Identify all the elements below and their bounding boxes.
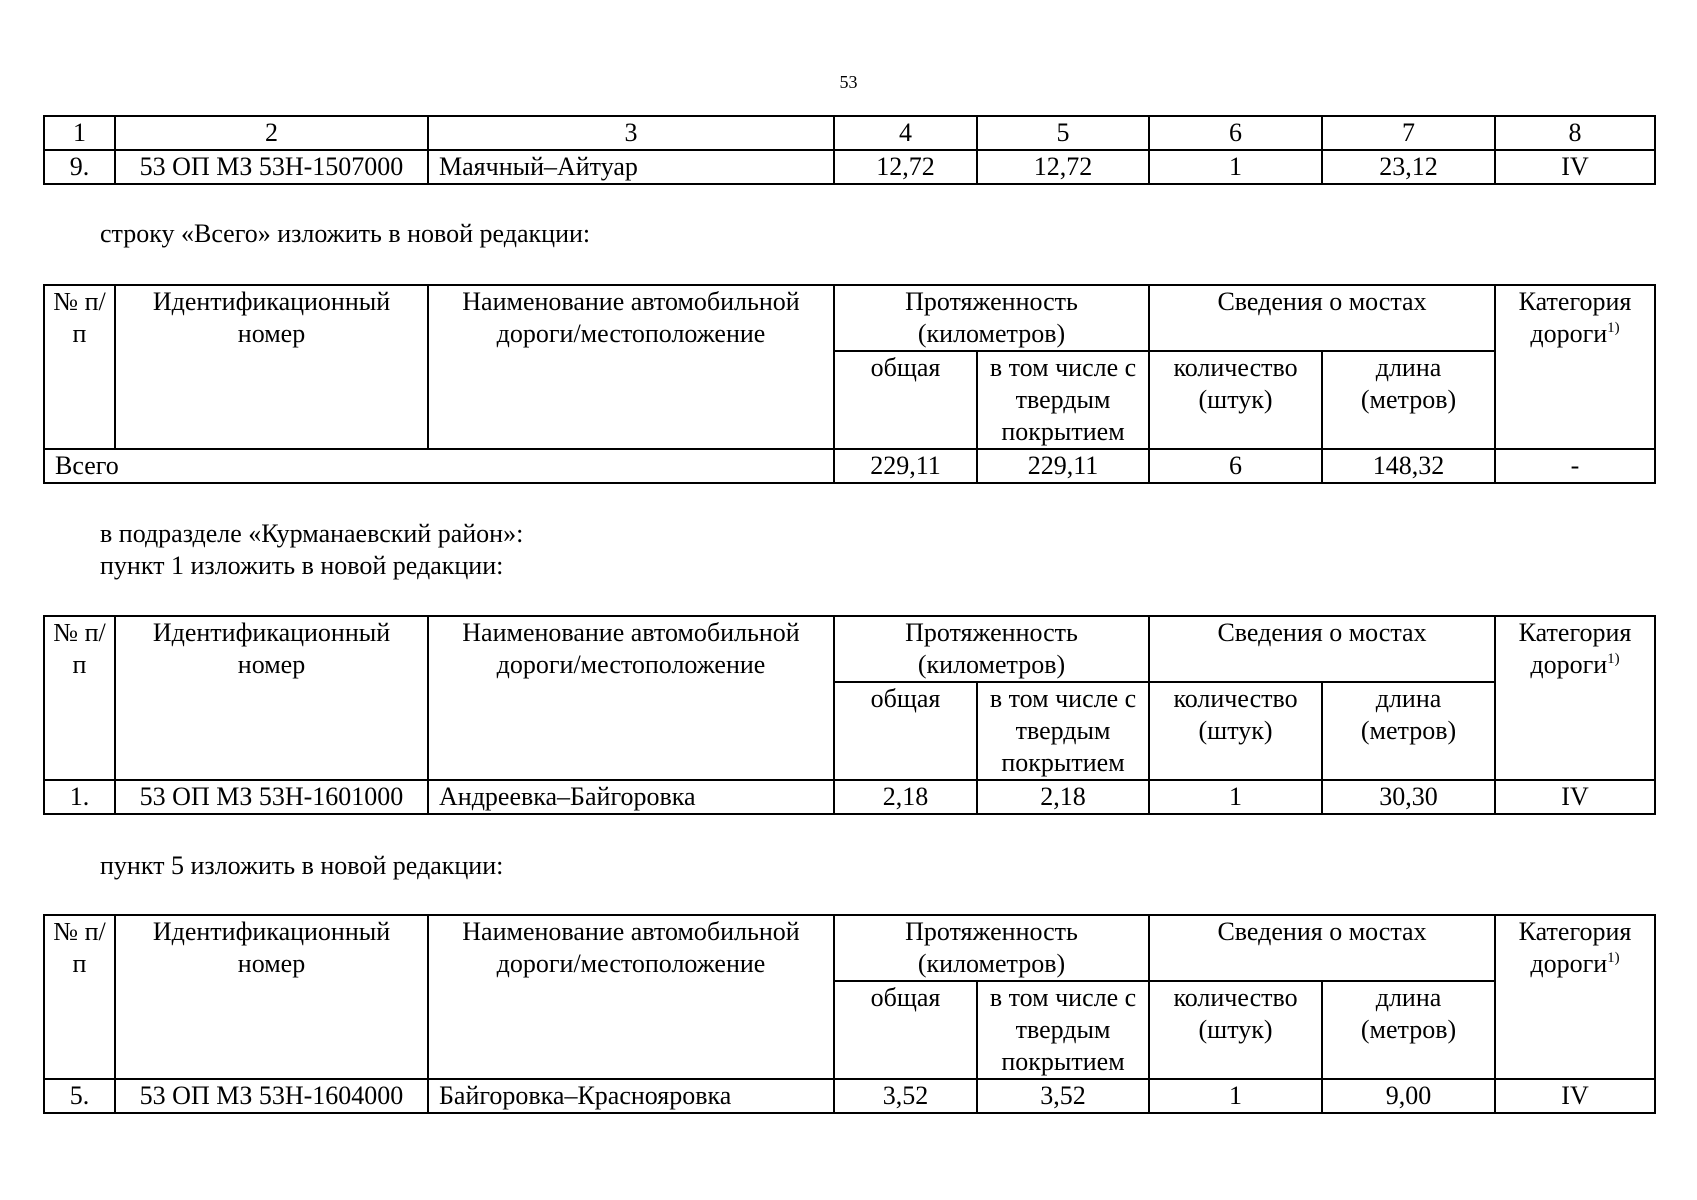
header-category: Категория дороги$^{1)}$ — [1495, 616, 1655, 780]
length-total: 229,11 — [834, 449, 977, 483]
header-bridges-length: длина (метров) — [1322, 682, 1495, 780]
table-item-1 — [43, 615, 1656, 815]
road-name: Байгоровка–Краснояровка — [428, 1079, 834, 1113]
footnote-mark: 1) — [1607, 950, 1620, 966]
header-id: Идентификационный номер — [115, 285, 428, 449]
road-category: IV — [1495, 1079, 1655, 1113]
header-length: Протяженность (километров) — [834, 915, 1149, 981]
bridges-length: 148,32 — [1322, 449, 1495, 483]
header-bridges-count: количество (штук) — [1149, 682, 1322, 780]
header-length-hard: в том числе с твердым покрытием — [977, 981, 1149, 1079]
table-row — [44, 1079, 1655, 1113]
road-category: IV — [1495, 150, 1655, 184]
length-hard: 3,52 — [977, 1079, 1149, 1113]
header-bridges-count: количество (штук) — [1149, 981, 1322, 1079]
header-name: Наименование автомобильной дороги/местоположение — [428, 616, 834, 780]
column-number: 4 — [834, 116, 977, 150]
header-bridges: Сведения о мостах — [1149, 285, 1495, 351]
column-number: 3 — [428, 116, 834, 150]
header-num: № п/п — [44, 616, 115, 780]
road-name: Маячный–Айтуар — [428, 150, 834, 184]
header-name: Наименование автомобильной дороги/местоположение — [428, 915, 834, 1079]
paragraph: в подразделе «Курманаевский район»: — [100, 519, 524, 548]
table-continuation — [43, 115, 1656, 185]
header-length-total: общая — [834, 351, 977, 449]
header-bridges-length: длина (метров) — [1322, 351, 1495, 449]
bridges-count: 1 — [1149, 780, 1322, 814]
length-hard: 2,18 — [977, 780, 1149, 814]
column-number: 6 — [1149, 116, 1322, 150]
column-number: 8 — [1495, 116, 1655, 150]
column-number: 2 — [115, 116, 428, 150]
paragraph: строку «Всего» изложить в новой редакции: — [100, 219, 591, 248]
road-id: 53 ОП МЗ 53Н-1604000 — [115, 1079, 428, 1113]
total-row — [44, 449, 1655, 483]
bridges-length: 30,30 — [1322, 780, 1495, 814]
bridges-count: 1 — [1149, 150, 1322, 184]
length-hard: 12,72 — [977, 150, 1149, 184]
row-number: 9. — [44, 150, 115, 184]
header-length-hard: в том числе с твердым покрытием — [977, 682, 1149, 780]
table-total — [43, 284, 1656, 484]
length-total: 2,18 — [834, 780, 977, 814]
bridges-count: 6 — [1149, 449, 1322, 483]
road-id: 53 ОП МЗ 53Н-1601000 — [115, 780, 428, 814]
total-label: Всего — [44, 449, 834, 483]
header-length-total: общая — [834, 981, 977, 1079]
header-length: Протяженность (километров) — [834, 285, 1149, 351]
page-number: 53 — [839, 72, 858, 92]
header-category: Категория дороги$^{1)}$ — [1495, 915, 1655, 1079]
header-name: Наименование автомобильной дороги/местоположение — [428, 285, 834, 449]
column-number: 7 — [1322, 116, 1495, 150]
road-category: IV — [1495, 780, 1655, 814]
header-num: № п/п — [44, 915, 115, 1079]
road-id: 53 ОП МЗ 53Н-1507000 — [115, 150, 428, 184]
header-length: Протяженность (километров) — [834, 616, 1149, 682]
header-id: Идентификационный номер — [115, 915, 428, 1079]
header-category: Категория дороги$^{1)}$ — [1495, 285, 1655, 449]
header-id: Идентификационный номер — [115, 616, 428, 780]
header-bridges-count: количество (штук) — [1149, 351, 1322, 449]
header-bridges-length: длина (метров) — [1322, 981, 1495, 1079]
road-category: - — [1495, 449, 1655, 483]
header-length-hard: в том числе с твердым покрытием — [977, 351, 1149, 449]
length-total: 3,52 — [834, 1079, 977, 1113]
length-hard: 229,11 — [977, 449, 1149, 483]
header-bridges: Сведения о мостах — [1149, 616, 1495, 682]
table-item-5 — [43, 914, 1656, 1114]
paragraph: пункт 5 изложить в новой редакции: — [100, 851, 504, 880]
length-total: 12,72 — [834, 150, 977, 184]
footnote-mark: 1) — [1607, 320, 1620, 336]
road-name: Андреевка–Байгоровка — [428, 780, 834, 814]
bridges-length: 23,12 — [1322, 150, 1495, 184]
row-number: 5. — [44, 1079, 115, 1113]
header-length-total: общая — [834, 682, 977, 780]
bridges-count: 1 — [1149, 1079, 1322, 1113]
row-number: 1. — [44, 780, 115, 814]
table-row — [44, 150, 1655, 184]
paragraph: пункт 1 изложить в новой редакции: — [100, 551, 504, 580]
column-number: 5 — [977, 116, 1149, 150]
header-bridges: Сведения о мостах — [1149, 915, 1495, 981]
column-number: 1 — [44, 116, 115, 150]
bridges-length: 9,00 — [1322, 1079, 1495, 1113]
header-num: № п/п — [44, 285, 115, 449]
table-row — [44, 780, 1655, 814]
column-number-row — [44, 116, 1655, 150]
footnote-mark: 1) — [1607, 651, 1620, 667]
